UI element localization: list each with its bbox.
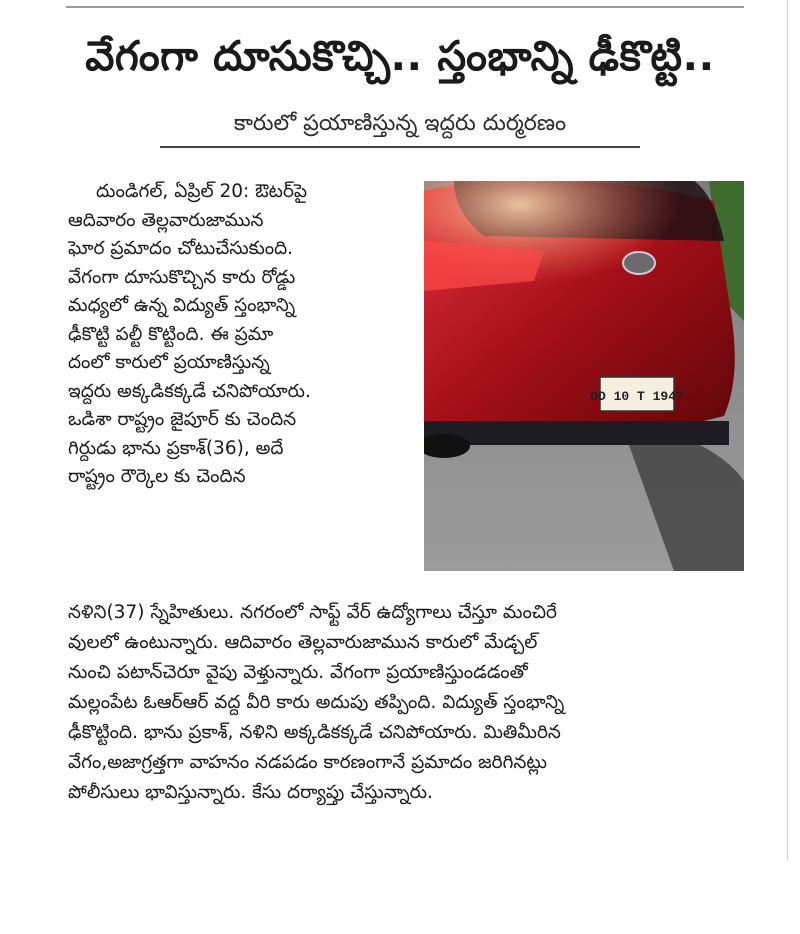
- article-line: దంలో కారులో ప్రయాణిస్తున్న: [68, 352, 270, 373]
- article-line: నళిని(37) స్నేహితులు. నగరంలో సాఫ్ట్ వేర్ ఉద్యోగాలు చేస్తూ మంచిరే: [68, 602, 558, 623]
- article-line: ఒడిశా రాష్ట్రం జైపూర్ కు చెందిన: [68, 409, 297, 430]
- right-divider: [787, 0, 788, 860]
- article-line: ఢీకొట్టి పల్టీ కొట్టింది. ఈ ప్రమా: [68, 323, 274, 345]
- car-logo: [623, 252, 655, 274]
- article-line: ఢీకొట్టింది. భాను ప్రకాశ్, నళిని అక్కడికక్కడే చనిపోయారు. మితిమీరిన: [68, 722, 561, 743]
- article-line: రాష్ట్రం రౌర్కెల కు చెందిన: [68, 466, 246, 487]
- article-line: పోలీసులు భావిస్తున్నారు. కేసు దర్యాప్తు చేస్తున్నారు.: [68, 782, 433, 803]
- article-continuation: [68, 598, 744, 808]
- car-illustration: [424, 181, 744, 571]
- article-line: దుండిగల్, ఏప్రిల్ 20: ఔటర్‌పై: [96, 181, 308, 202]
- subheadline: కారులో ప్రయాణిస్తున్న ఇద్దరు దుర్మరణం: [233, 111, 567, 136]
- top-divider: [66, 6, 744, 8]
- article-line: వేగం,అజాగ్రత్తగా వాహనం నడపడం కారణంగానే ప్రమాదం జరిగినట్లు: [68, 752, 548, 773]
- subheadline-underline: [160, 146, 640, 148]
- article-line: మల్లంపేట ఓఆర్‌ఆర్ వద్ద వీరి కారు అదుపు తప్పింది. విద్యుత్ స్తంభాన్ని: [68, 692, 565, 713]
- accident-photo: [424, 181, 744, 571]
- article-line: ఘోర ప్రమాదం చోటుచేసుకుంది.: [68, 238, 294, 259]
- article-line: నుంచి పటాన్‌చెరూ వైపు వెళ్తున్నారు. వేగంగా ప్రయాణిస్తుండడంతో: [68, 662, 528, 683]
- article-line: మధ్యలో ఉన్న విద్యుత్ స్తంభాన్ని: [68, 295, 296, 316]
- headline: వేగంగా దూసుకొచ్చి.. స్తంభాన్ని ఢీకొట్టి..: [85, 32, 715, 80]
- license-plate-text: OD 10 T 1947: [590, 389, 684, 404]
- article-line: ఇద్దరు అక్కడికక్కడే చనిపోయారు.: [68, 380, 311, 402]
- article-line: ఆదివారం తెల్లవారుజామున: [68, 209, 264, 231]
- bumper: [424, 421, 729, 445]
- article-line: వేగంగా దూసుకొచ్చిన కారు రోడ్డు: [68, 266, 296, 288]
- article-line: గిర్దుడు భాను ప్రకాశ్(36), అదే: [68, 437, 284, 459]
- article-line: వులలో ఉంటున్నారు. ఆదివారం తెల్లవారుజామున కారులో మేడ్చల్: [68, 632, 538, 653]
- article-column: [68, 178, 393, 492]
